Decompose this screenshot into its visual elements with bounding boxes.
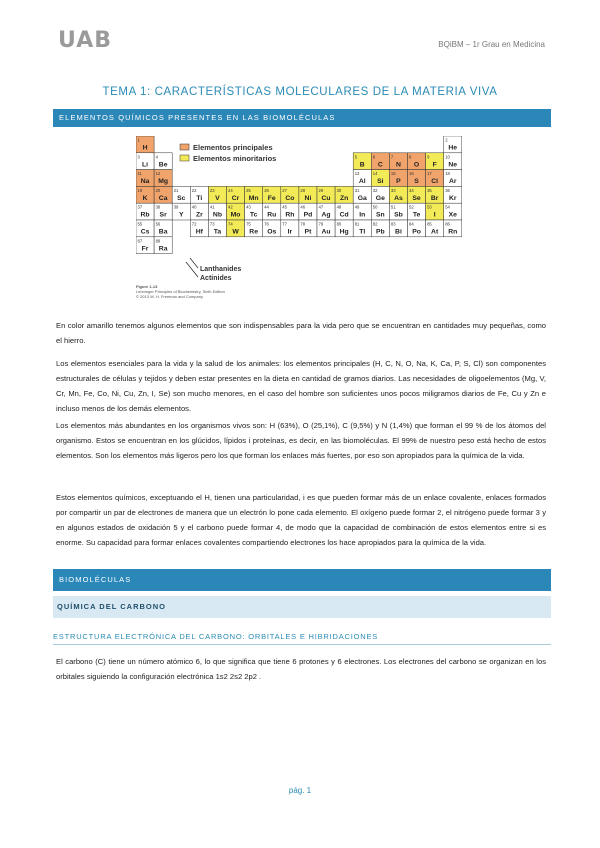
element-number: 11 <box>137 171 142 177</box>
element-cell-pt <box>299 220 317 237</box>
element-symbol: Ni <box>304 194 312 202</box>
element-number: 79 <box>318 221 324 227</box>
element-symbol: Nb <box>212 211 222 219</box>
element-symbol: N <box>395 161 401 169</box>
element-symbol: Al <box>358 178 366 186</box>
element-symbol: Cr <box>231 194 240 202</box>
element-cell-ag <box>317 203 335 220</box>
element-cell-hf <box>190 220 208 237</box>
element-number: 50 <box>372 204 378 210</box>
element-cell-be <box>154 153 172 170</box>
element-number: 6 <box>372 154 376 160</box>
element-cell-te <box>408 203 426 220</box>
element-cell-li <box>136 153 154 170</box>
element-symbol: Rn <box>448 228 458 236</box>
element-symbol: Co <box>285 194 295 202</box>
element-cell-n <box>389 153 407 170</box>
element-cell-pb <box>371 220 389 237</box>
element-number: 27 <box>282 187 287 193</box>
element-cell-ni <box>299 186 317 203</box>
element-cell-ga <box>353 186 371 203</box>
element-cell-as <box>389 186 407 203</box>
element-cell-po <box>408 220 426 237</box>
element-cell-cs <box>136 220 154 237</box>
element-number: 8 <box>409 154 412 160</box>
element-symbol: Ir <box>287 228 293 236</box>
element-symbol: Zn <box>339 194 349 202</box>
element-number: 73 <box>209 221 215 227</box>
element-cell-zr <box>190 203 208 220</box>
element-symbol: Bi <box>395 228 402 236</box>
actinides-label: Actinides <box>200 275 232 282</box>
element-cell-nb <box>208 203 226 220</box>
element-number: 85 <box>427 221 432 227</box>
element-number: 5 <box>354 154 358 160</box>
element-number: 43 <box>246 204 251 210</box>
element-number: 7 <box>390 154 394 160</box>
element-number: 40 <box>191 204 197 210</box>
element-cell-cl <box>426 170 444 187</box>
element-cell-o <box>408 153 426 170</box>
element-number: 28 <box>300 187 306 193</box>
element-number: 72 <box>191 221 197 227</box>
element-cell-cr <box>227 186 245 203</box>
page-number: pág. 1 <box>288 786 312 795</box>
element-symbol: Pd <box>303 211 313 219</box>
element-symbol: Cl <box>431 178 439 186</box>
element-symbol: Ne <box>448 161 458 169</box>
element-cell-ir <box>281 220 299 237</box>
element-number: 18 <box>445 171 450 177</box>
subsubsection-heading-orbitals: ESTRUCTURA ELECTRÓNICA DEL CARBONO: ORBITALES E HIBRIDACIONES <box>53 632 551 645</box>
element-symbol: H <box>142 144 148 152</box>
element-symbol: F <box>432 161 437 169</box>
element-number: 31 <box>354 187 360 193</box>
element-cell-h <box>136 136 154 153</box>
element-number: 10 <box>445 154 450 160</box>
element-symbol: Mn <box>248 194 259 202</box>
element-symbol: Ga <box>357 194 367 202</box>
element-number: 88 <box>155 238 161 244</box>
element-symbol: Hf <box>195 228 203 236</box>
element-symbol: Cs <box>140 228 150 236</box>
element-number: 33 <box>390 187 396 193</box>
element-number: 51 <box>390 204 396 210</box>
paragraph-3: Los elementos más abundantes en los organismos vivos son: H (63%), O (25,1%), C (9,5%) y N (1,4%) que forman el 99 % de los átomos del organismo. Estos se encuentran en los glúcidos, lípidos i proteínas, es decir, en las biomoléculas. El 99% de nuestro peso está hecho de estos elementos. Son los elementos más ligeros pero los que forman los enlaces más fuertes, por eso son apropiados para la química de la vida. <box>56 421 546 460</box>
element-cell-fr <box>136 237 154 254</box>
element-symbol: Ge <box>375 194 385 202</box>
element-cell-w <box>227 220 245 237</box>
element-symbol: Re <box>249 228 259 236</box>
element-number: 35 <box>427 187 432 193</box>
element-cell-k <box>136 186 154 203</box>
element-number: 83 <box>390 221 396 227</box>
element-symbol: Ag <box>321 211 331 219</box>
element-cell-al <box>353 170 371 187</box>
element-number: 74 <box>228 221 233 227</box>
element-cell-rh <box>281 203 299 220</box>
element-cell-b <box>353 153 371 170</box>
element-cell-ge <box>371 186 389 203</box>
element-cell-f <box>426 153 444 170</box>
element-cell-s <box>408 170 426 187</box>
element-cell-ca <box>154 186 172 203</box>
element-symbol: Ti <box>196 194 203 202</box>
element-symbol: Sb <box>394 211 403 219</box>
element-cell-cd <box>335 203 353 220</box>
legend-minor-label: Elementos minoritarios <box>193 154 277 163</box>
element-symbol: Au <box>321 228 331 236</box>
element-symbol: Hg <box>339 228 349 236</box>
element-symbol: Tc <box>249 211 258 219</box>
element-symbol: K <box>142 194 148 202</box>
legend-principal-label: Elementos principales <box>193 143 273 152</box>
element-number: 82 <box>372 221 378 227</box>
element-symbol: Ta <box>213 228 222 236</box>
element-number: 32 <box>372 187 378 193</box>
element-number: 17 <box>427 171 432 177</box>
element-number: 3 <box>137 154 140 160</box>
element-number: 1 <box>137 137 140 143</box>
element-symbol: Be <box>158 161 168 169</box>
element-cell-sc <box>172 186 190 203</box>
header-course: BQiBM – 1r Grau en Medicina <box>438 40 545 49</box>
element-cell-c <box>371 153 389 170</box>
element-cell-v <box>208 186 226 203</box>
element-number: 20 <box>155 187 161 193</box>
element-symbol: Kr <box>448 194 457 202</box>
element-symbol: Cd <box>339 211 349 219</box>
element-symbol: Se <box>412 194 421 202</box>
subsection-heading-carbon: QUÍMICA DEL CARBONO <box>53 596 551 618</box>
element-symbol: Ra <box>158 245 168 253</box>
element-cell-au <box>317 220 335 237</box>
element-cell-rn <box>444 220 462 237</box>
element-cell-os <box>263 220 281 237</box>
element-number: 76 <box>264 221 269 227</box>
paragraph-2: Los elementos esenciales para la vida y la salud de los animales: los elementos principales (H, C, N, O, Na, K, Ca, P, S, Cl) son componentes estructurales de células y tejidos y deben estar presentes en la dieta en cantidad de gramos diarios. Las necesidades de oligoelementos (Mg, V, Cr, Mn, Fe, Co, Ni, Cu, Zn, I, Se) son mucho menores, en el caso del hombre son suficientes unos pocos miligramos diarios de Fe, Cu y Zn e incluso menos de los demás elementos. <box>56 359 546 413</box>
element-number: 55 <box>137 221 143 227</box>
paragraph-1: En color amarillo tenemos algunos elementos que son indispensables para la vida pero que se encuentran en cantidades muy pequeñas, como el hierro. <box>56 321 546 345</box>
paragraph-5: El carbono (C) tiene un número atómico 6, lo que significa que tiene 6 protones y 6 electrones. Los electrones del carbono se organizan en los orbitales siguiendo la configuración electrónica 1s2 2s2 2p2 . <box>56 657 546 681</box>
element-number: 44 <box>264 204 269 210</box>
element-symbol: Te <box>412 211 421 219</box>
element-number: 25 <box>246 187 251 193</box>
element-symbol: Ar <box>448 178 457 186</box>
element-cell-mo <box>227 203 245 220</box>
element-symbol: In <box>359 211 366 219</box>
element-number: 2 <box>445 137 448 143</box>
legend-principal-swatch <box>180 144 189 150</box>
element-symbol: Ru <box>267 211 277 219</box>
element-number: 56 <box>155 221 161 227</box>
element-symbol: S <box>414 178 419 186</box>
element-cell-p <box>389 170 407 187</box>
element-cell-ru <box>263 203 281 220</box>
element-number: 86 <box>445 221 450 227</box>
element-symbol: Ba <box>158 228 168 236</box>
element-cell-sb <box>389 203 407 220</box>
element-cell-in <box>353 203 371 220</box>
element-number: 13 <box>354 171 360 177</box>
element-cell-re <box>245 220 263 237</box>
element-number: 34 <box>409 187 414 193</box>
element-number: 4 <box>155 154 158 160</box>
element-symbol: Cu <box>321 194 331 202</box>
element-cell-cu <box>317 186 335 203</box>
element-symbol: Sc <box>177 194 186 202</box>
element-cell-zn <box>335 186 353 203</box>
element-cell-hg <box>335 220 353 237</box>
element-symbol: Sn <box>376 211 385 219</box>
element-cell-he <box>444 136 462 153</box>
element-cell-xe <box>444 203 462 220</box>
element-number: 15 <box>390 171 396 177</box>
section-heading-elements: ELEMENTOS QUÍMICOS PRESENTES EN LAS BIOMOLÉCULAS <box>53 109 551 127</box>
element-number: 78 <box>300 221 306 227</box>
element-symbol: Fr <box>141 245 149 253</box>
element-symbol: Xe <box>448 211 457 219</box>
element-symbol: Fe <box>267 194 276 202</box>
element-number: 14 <box>372 171 378 177</box>
element-cell-br <box>426 186 444 203</box>
element-cell-bi <box>389 220 407 237</box>
element-cell-ba <box>154 220 172 237</box>
element-cell-fe <box>263 186 281 203</box>
element-cell-at <box>426 220 444 237</box>
element-number: 81 <box>354 221 360 227</box>
element-symbol: Br <box>430 194 439 202</box>
element-cell-y <box>172 203 190 220</box>
element-cell-ta <box>208 220 226 237</box>
element-symbol: Na <box>140 178 150 186</box>
figure-caption-title: Figure 1-13 <box>136 284 158 289</box>
element-number: 24 <box>228 187 233 193</box>
element-cell-ne <box>444 153 462 170</box>
element-cell-pd <box>299 203 317 220</box>
element-symbol: Li <box>142 161 149 169</box>
element-cell-na <box>136 170 154 187</box>
element-symbol: Po <box>412 228 421 236</box>
element-number: 37 <box>137 204 143 210</box>
element-number: 26 <box>264 187 269 193</box>
element-cell-tc <box>245 203 263 220</box>
element-number: 23 <box>209 187 215 193</box>
element-number: 53 <box>427 204 432 210</box>
figure-caption <box>136 284 225 299</box>
paragraph-4: Estos elementos químicos, exceptuando el H, tienen una particularidad, i es que pueden formar más de un enlace covalente, enlaces formados por compartir un par de electrones de manera que un electrón lo pone cada elemento. El oxígeno puede formar 2, el nitrógeno puede formar 3 y en algunos estados de oxidación 5 y el carbono puede formar 4, de modo que la capacidad de combinación de estos elementos entre si es enorme. Su capacidad para formar enlaces covalentes compartiendo electrones los hace apropiados para la química de la vida. <box>56 493 546 547</box>
element-number: 30 <box>336 187 342 193</box>
element-symbol: Os <box>267 228 277 236</box>
element-cell-se <box>408 186 426 203</box>
element-symbol: Mo <box>230 211 241 219</box>
element-symbol: Sr <box>159 211 167 219</box>
element-symbol: Tl <box>359 228 366 236</box>
element-symbol: Mg <box>158 178 169 186</box>
element-cell-mg <box>154 170 172 187</box>
uab-logo: UAB <box>58 28 112 53</box>
element-symbol: Y <box>178 211 184 219</box>
element-number: 52 <box>409 204 414 210</box>
element-number: 16 <box>409 171 414 177</box>
element-cell-kr <box>444 186 462 203</box>
element-symbol: Pt <box>304 228 312 236</box>
element-cell-sr <box>154 203 172 220</box>
element-number: 45 <box>282 204 287 210</box>
element-number: 39 <box>173 204 179 210</box>
element-cell-ti <box>190 186 208 203</box>
element-cell-tl <box>353 220 371 237</box>
arrow-icon <box>186 258 198 277</box>
element-number: 9 <box>427 154 430 160</box>
element-symbol: Ca <box>158 194 168 202</box>
element-number: 84 <box>409 221 414 227</box>
legend-minor-swatch <box>180 155 189 161</box>
element-symbol: Rh <box>285 211 295 219</box>
element-symbol: P <box>396 178 401 186</box>
element-number: 48 <box>336 204 342 210</box>
element-number: 46 <box>300 204 306 210</box>
element-number: 19 <box>137 187 143 193</box>
element-cell-rb <box>136 203 154 220</box>
element-symbol: Rb <box>140 211 150 219</box>
element-symbol: V <box>215 194 220 202</box>
element-number: 47 <box>318 204 324 210</box>
element-number: 38 <box>155 204 161 210</box>
element-symbol: At <box>431 228 439 236</box>
element-number: 41 <box>209 204 215 210</box>
element-symbol: O <box>413 161 420 169</box>
element-number: 42 <box>228 204 233 210</box>
element-number: 21 <box>173 187 179 193</box>
section-heading-biomolecules: BIOMOLÉCULAS <box>53 569 551 591</box>
element-number: 54 <box>445 204 450 210</box>
element-number: 80 <box>336 221 342 227</box>
figure-caption-copyright: © 2013 W. H. Freeman and Company <box>136 294 203 299</box>
element-cell-ra <box>154 237 172 254</box>
element-number: 36 <box>445 187 450 193</box>
element-symbol: I <box>433 211 436 219</box>
element-cell-co <box>281 186 299 203</box>
page-title: TEMA 1: CARACTERÍSTICAS MOLECULARES DE LA MATERIA VIVA <box>102 86 498 98</box>
element-symbol: W <box>232 228 239 236</box>
element-number: 12 <box>155 171 161 177</box>
element-cell-si <box>371 170 389 187</box>
element-number: 87 <box>137 238 143 244</box>
element-cell-sn <box>371 203 389 220</box>
element-number: 29 <box>318 187 324 193</box>
element-cell-ar <box>444 170 462 187</box>
element-number: 77 <box>282 221 287 227</box>
element-symbol: As <box>394 194 403 202</box>
element-cell-i <box>426 203 444 220</box>
element-number: 75 <box>246 221 251 227</box>
element-symbol: Si <box>377 178 384 186</box>
element-symbol: Pb <box>376 228 385 236</box>
element-cell-mn <box>245 186 263 203</box>
element-symbol: C <box>377 161 383 169</box>
periodic-table-figure <box>136 136 462 284</box>
element-number: 22 <box>191 187 197 193</box>
figure-caption-source: Lehninger Principles of Biochemistry, Sixth Edition <box>136 289 225 294</box>
lanthanides-label: Lanthanides <box>200 266 242 273</box>
element-number: 49 <box>354 204 360 210</box>
element-symbol: He <box>448 144 458 152</box>
element-symbol: B <box>359 161 365 169</box>
element-symbol: Zr <box>195 211 203 219</box>
